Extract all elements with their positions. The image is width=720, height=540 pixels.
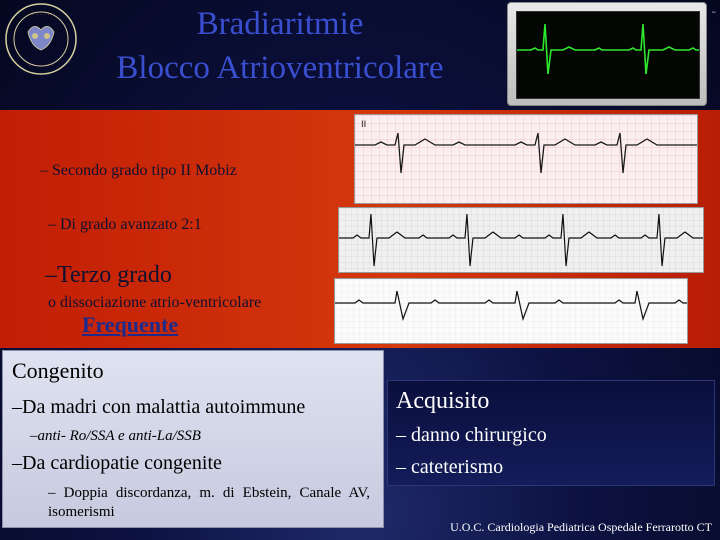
footer-credit: U.O.C. Cardiologia Pediatrica Ospedale Ferrarotto CT <box>450 520 712 534</box>
ecg-strip-advanced-block <box>338 207 704 273</box>
item-advanced-degree: – Di grado avanzato 2:1 <box>48 216 202 233</box>
congenital-title: Congenito <box>12 358 104 383</box>
item-frequente: Frequente <box>82 312 179 337</box>
slide-title-line1: Bradiaritmie <box>196 6 364 42</box>
strip1-lead-label: II <box>361 120 367 130</box>
slide-title-line2: Blocco Atrioventricolare <box>116 50 444 86</box>
ecg-monitor-screen <box>516 11 700 99</box>
svg-text:· · · · · · ·: · · · · · · · <box>28 63 54 70</box>
acquired-item-catheterization: – cateterismo <box>396 456 504 478</box>
item-third-degree: –Terzo grado <box>45 262 172 288</box>
congenital-subitem-examples: – Doppia discordanza, m. di Ebstein, Canale AV, isomerismi <box>48 485 370 520</box>
acquired-item-surgical: – danno chirurgico <box>396 424 547 446</box>
ecg-strip-mobitz <box>354 114 698 204</box>
svg-text:· · · · · · ·: · · · · · · · <box>28 12 54 19</box>
ecg-monitor-icon <box>507 2 707 106</box>
congenital-subitem-antibodies: –anti- Ro/SSA e anti-La/SSB <box>30 428 201 444</box>
ecg-strip-third-degree <box>334 278 688 344</box>
university-seal-icon <box>4 2 78 76</box>
congenital-item-autoimmune: –Da madri con malattia autoimmune <box>12 396 306 418</box>
congenital-item-heart-disease: –Da cardiopatie congenite <box>12 452 222 474</box>
item-second-degree-mobitz: – Secondo grado tipo II Mobiz <box>40 162 237 179</box>
item-av-dissociation: o dissociazione atrio-ventricolare <box>48 294 262 311</box>
acquired-title: Acquisito <box>396 388 490 414</box>
corner-mark: ~ <box>711 8 716 17</box>
